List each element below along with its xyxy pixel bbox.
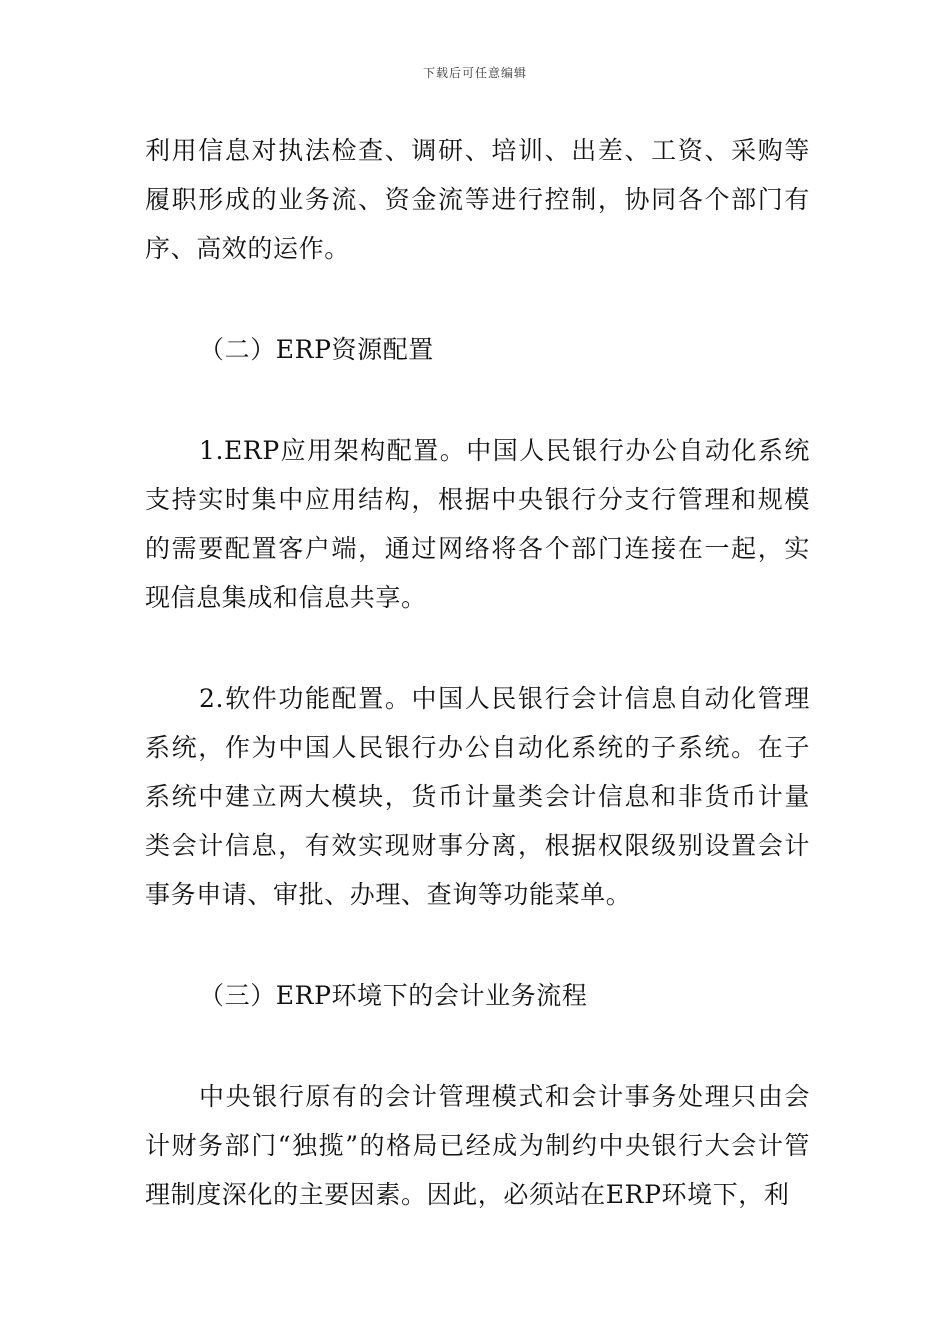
document-body xyxy=(145,126,810,1219)
spacer xyxy=(145,374,810,426)
section-heading-2: （二）ERP资源配置 xyxy=(199,335,434,364)
spacer xyxy=(145,919,810,971)
paragraph-accounting-process: 中央银行原有的会计管理模式和会计事务处理只由会计财务部门“独揽”的格局已经成为制约中央银行大会计管理制度深化的主要因素。因此，必须站在ERP环境下，利 xyxy=(145,1082,810,1209)
spacer xyxy=(145,1020,810,1072)
spacer xyxy=(145,273,810,325)
paragraph-software-function: 2.软件功能配置。中国人民银行会计信息自动化管理系统，作为中国人民银行办公自动化系统的子系统。在子系统中建立两大模块，货币计量类会计信息和非货币计量类会计信息，有效实现财事分离，根据权限级别设置会计事务申请、审批、办理、查询等功能菜单。 xyxy=(145,684,810,909)
paragraph-continuation: 利用信息对执法检查、调研、培训、出差、工资、采购等履职形成的业务流、资金流等进行控制，协同各个部门有序、高效的运作。 xyxy=(145,136,810,263)
section-heading-3: （三）ERP环境下的会计业务流程 xyxy=(199,981,588,1010)
spacer xyxy=(145,622,810,674)
paragraph-erp-architecture: 1.ERP应用架构配置。中国人民银行办公自动化系统支持实时集中应用结构，根据中央银行分支行管理和规模的需要配置客户端，通过网络将各个部门连接在一起，实现信息集成和信息共享。 xyxy=(145,436,810,612)
page-header-note: 下载后可任意编辑 xyxy=(422,66,527,80)
